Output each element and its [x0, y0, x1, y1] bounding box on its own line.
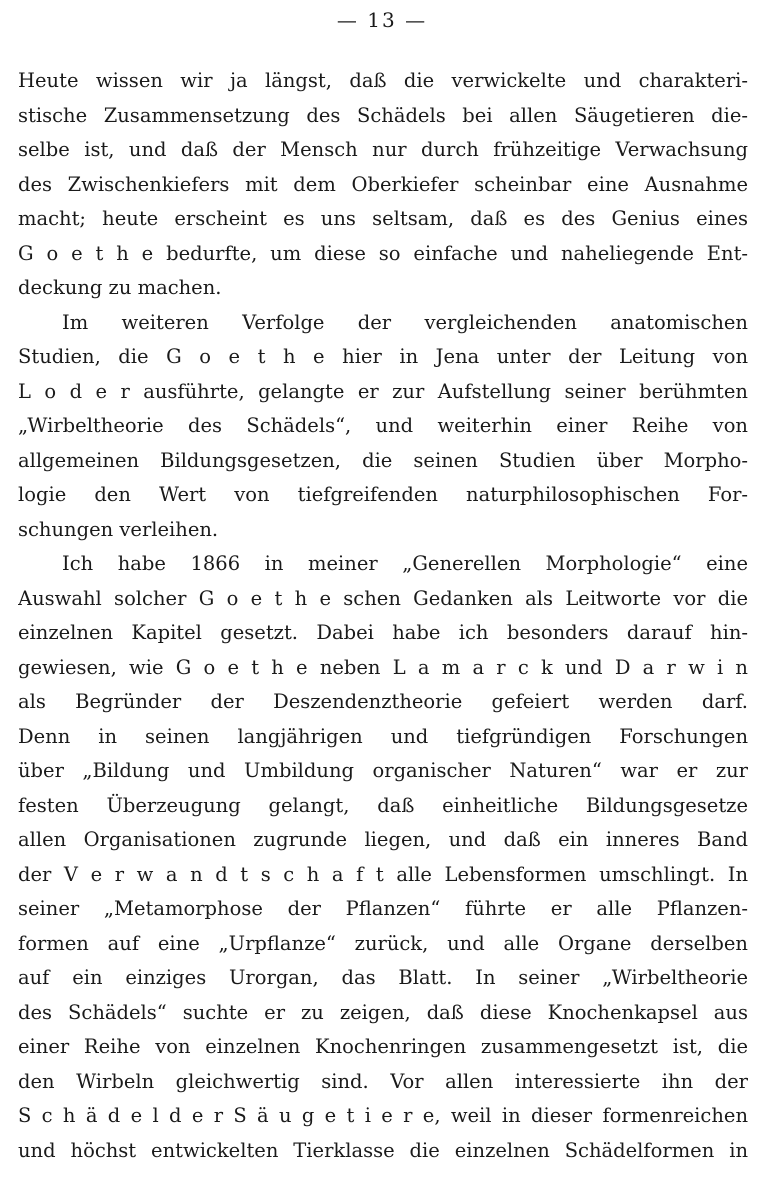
text-line: einzelnen Kapitel gesetzt. Dabei habe ich besonders darauf hin- — [18, 621, 748, 644]
text-line: Im weiteren Verfolge der vergleichenden anatomischen — [62, 310, 748, 334]
text-line: seiner „Metamorphose der Pflanzen“ führte er alle Pflanzen- — [18, 897, 748, 920]
text-line: den Wirbeln gleichwertig sind. Vor allen interessierte ihn der — [18, 1069, 748, 1093]
body-text — [18, 64, 748, 1168]
text-line: „Wirbeltheorie des Schädels“, und weiterhin einer Reihe von — [18, 414, 748, 437]
text-line: als Begründer der Deszendenztheorie gefeiert werden darf. — [18, 690, 748, 713]
text-line: schungen verleihen. — [18, 517, 219, 541]
text-line: deckung zu machen. — [18, 276, 222, 299]
text-line: gewiesen, wie G o e t h e neben L a m a r c k und D a r w i n — [18, 655, 748, 679]
text-line: allen Organisationen zugrunde liegen, und daß ein inneres Band — [18, 828, 748, 851]
text-line: Studien, die G o e t h e hier in Jena unter der Leitung von — [18, 345, 748, 368]
text-line: des Schädels“ suchte er zu zeigen, daß diese Knochenkapsel aus — [18, 1000, 748, 1024]
text-line: Auswahl solcher G o e t h e schen Gedanken als Leitworte vor die — [18, 586, 748, 610]
text-line: G o e t h e bedurfte, um diese so einfache und naheliegende Ent- — [18, 241, 748, 265]
text-line: der V e r w a n d t s c h a f t alle Lebensformen umschlingt. In — [18, 862, 748, 886]
text-line: Ich habe 1866 in meiner „Generellen Morphologie“ eine — [62, 552, 748, 575]
text-line: Denn in seinen langjährigen und tiefgründigen Forschungen — [18, 724, 748, 748]
text-line: allgemeinen Bildungsgesetzen, die seinen Studien über Morpho- — [18, 448, 748, 472]
text-line: einer Reihe von einzelnen Knochenringen zusammengesetzt ist, die — [18, 1035, 748, 1058]
text-line: selbe ist, und daß der Mensch nur durch frühzeitige Verwachsung — [18, 138, 748, 161]
text-line: L o d e r ausführte, gelangte er zur Aufstellung seiner berühmten — [18, 379, 748, 403]
text-line: macht; heute erscheint es uns seltsam, daß es des Genius eines — [18, 207, 748, 230]
text-line: und höchst entwickelten Tierklasse die einzelnen Schädelformen in — [18, 1138, 748, 1162]
text-line: logie den Wert von tiefgreifenden naturphilosophischen For- — [18, 483, 748, 506]
text-line: über „Bildung und Umbildung organischer Naturen“ war er zur — [18, 759, 748, 782]
text-line: formen auf eine „Urpflanze“ zurück, und alle Organe derselben — [18, 931, 748, 955]
text-line: festen Überzeugung gelangt, daß einheitliche Bildungsgesetze — [18, 793, 748, 817]
text-line: Heute wissen wir ja längst, daß die verwickelte und charakteri- — [18, 69, 748, 92]
text-line: auf ein einziges Urorgan, das Blatt. In seiner „Wirbeltheorie — [18, 966, 748, 989]
text-line: des Zwischenkiefers mit dem Oberkiefer scheinbar eine Ausnahme — [18, 172, 748, 196]
text-line: stische Zusammensetzung des Schädels bei allen Säugetieren die- — [18, 103, 748, 127]
page-number: — 13 — — [336, 8, 428, 32]
text-line: S c h ä d e l d e r S ä u g e t i e r e, weil in dieser formenreichen — [18, 1104, 748, 1127]
